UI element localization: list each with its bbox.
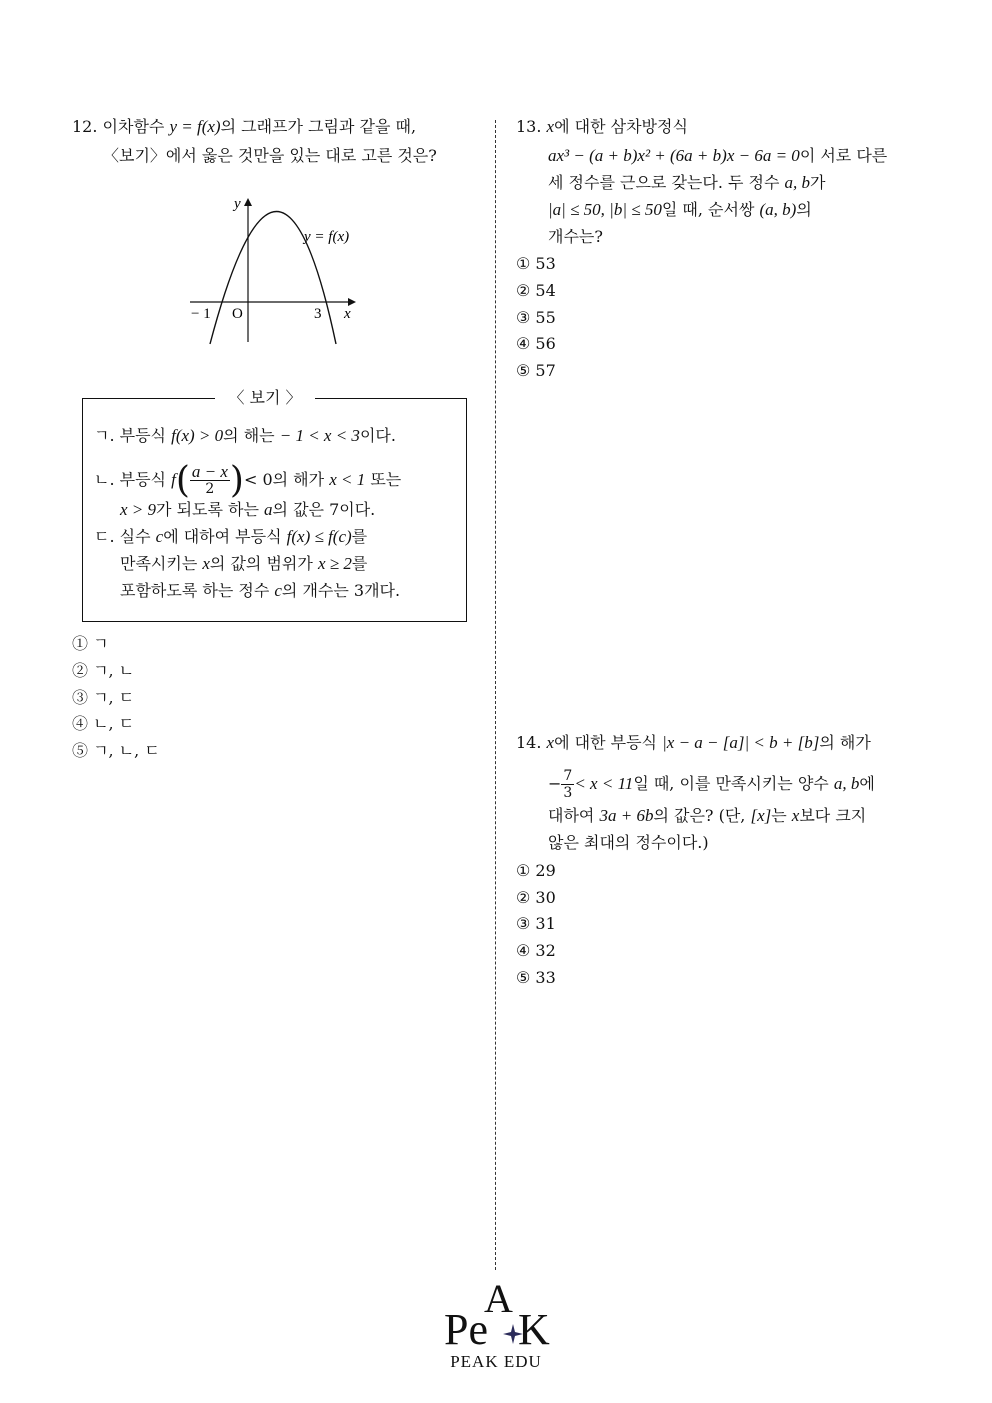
q14-option-2[interactable]: ② 30 <box>516 888 556 907</box>
q13-option-2[interactable]: ② 54 <box>516 281 556 300</box>
peak-logo <box>440 1278 552 1378</box>
q14-line3: 대하여 3a + 6b의 값은? (단, [x]는 x보다 크지 <box>548 806 867 825</box>
q14-option-4[interactable]: ④ 32 <box>516 941 556 960</box>
bogi-item-c-cont1: 만족시키는 x의 값의 범위가 x ≥ 2를 <box>120 554 368 573</box>
q13-option-5[interactable]: ⑤ 57 <box>516 361 556 380</box>
x-axis-arrow <box>348 298 356 306</box>
logo-letter-a: A <box>484 1278 513 1321</box>
origin-label: O <box>232 306 243 322</box>
logo-letters-pe: Pe <box>444 1305 488 1348</box>
bogi-item-c-cont2: 포함하도록 하는 정수 c의 개수는 3개다. <box>120 581 401 600</box>
bogi-item-b-cont: x > 9가 되도록 하는 a의 값은 7이다. <box>120 500 376 519</box>
q12-option-3[interactable]: ③ ㄱ, ㄷ <box>72 688 135 707</box>
q13-option-1[interactable]: ① 53 <box>516 254 556 273</box>
column-divider <box>495 120 496 1270</box>
q12-graph <box>180 192 370 352</box>
peak-logo-mark <box>440 1278 552 1348</box>
q13-option-3[interactable]: ③ 55 <box>516 308 556 327</box>
q12-func: y = f(x) <box>169 117 221 136</box>
bogi-item-b: ㄴ. 부등식 f( $\frac{a - x}{2}$ )< 0의 해가 x < 1 또는 <box>94 460 402 501</box>
q13-number: 13. <box>516 117 542 136</box>
curve-label: y = f(x) <box>304 229 350 245</box>
brand-name: PEAK EDU <box>450 1352 542 1371</box>
q14-line4: 않은 최대의 정수이다.) <box>548 833 709 852</box>
q14-option-3[interactable]: ③ 31 <box>516 914 556 933</box>
bogi-title: 〈 보기 〉 <box>215 387 315 409</box>
tick-minus-one: − 1 <box>191 306 211 322</box>
q13-equation-line: ax³ − (a + b)x² + (6a + b)x − 6a = 0이 서로 다른 <box>548 146 888 165</box>
q13-line4: |a| ≤ 50, |b| ≤ 50일 때, 순서쌍 (a, b)의 <box>548 200 812 219</box>
x-axis-label: x <box>344 306 351 322</box>
tick-three: 3 <box>314 306 322 322</box>
q12-intro-a: 이차함수 <box>102 117 165 136</box>
q12-line2: 〈보기〉에서 옳은 것만을 있는 대로 고른 것은? <box>103 146 437 165</box>
q14-line2: − $\frac{7}{3}$ < x < 11일 때, 이를 만족시키는 양수 a, b에 <box>548 768 875 801</box>
q12-option-5[interactable]: ⑤ ㄱ, ㄴ, ㄷ <box>72 741 160 760</box>
q14-option-1[interactable]: ① 29 <box>516 861 556 880</box>
q13-line3: 세 정수를 근으로 갖는다. 두 정수 a, b가 <box>548 173 826 192</box>
q12-option-4[interactable]: ④ ㄴ, ㄷ <box>72 714 135 733</box>
q14-number: 14. <box>516 733 542 752</box>
bogi-item-c: ㄷ. 실수 c에 대하여 부등식 f(x) ≤ f(c)를 <box>94 527 368 546</box>
q14-option-5[interactable]: ⑤ 33 <box>516 968 556 987</box>
q12-number: 12. <box>72 117 98 136</box>
y-axis-arrow <box>244 198 252 206</box>
q13-line5: 개수는? <box>548 227 603 246</box>
q12-option-2[interactable]: ② ㄱ, ㄴ <box>72 661 135 680</box>
q13-option-4[interactable]: ④ 56 <box>516 334 556 353</box>
y-axis-label: y <box>234 196 241 212</box>
q12-intro-b: 의 그래프가 그림과 같을 때, <box>220 117 417 136</box>
bogi-item-a: ㄱ. 부등식 f(x) > 0의 해는 − 1 < x < 3이다. <box>94 426 396 445</box>
q12-option-1[interactable]: ① ㄱ <box>72 634 109 653</box>
logo-letter-k: K <box>518 1305 550 1348</box>
